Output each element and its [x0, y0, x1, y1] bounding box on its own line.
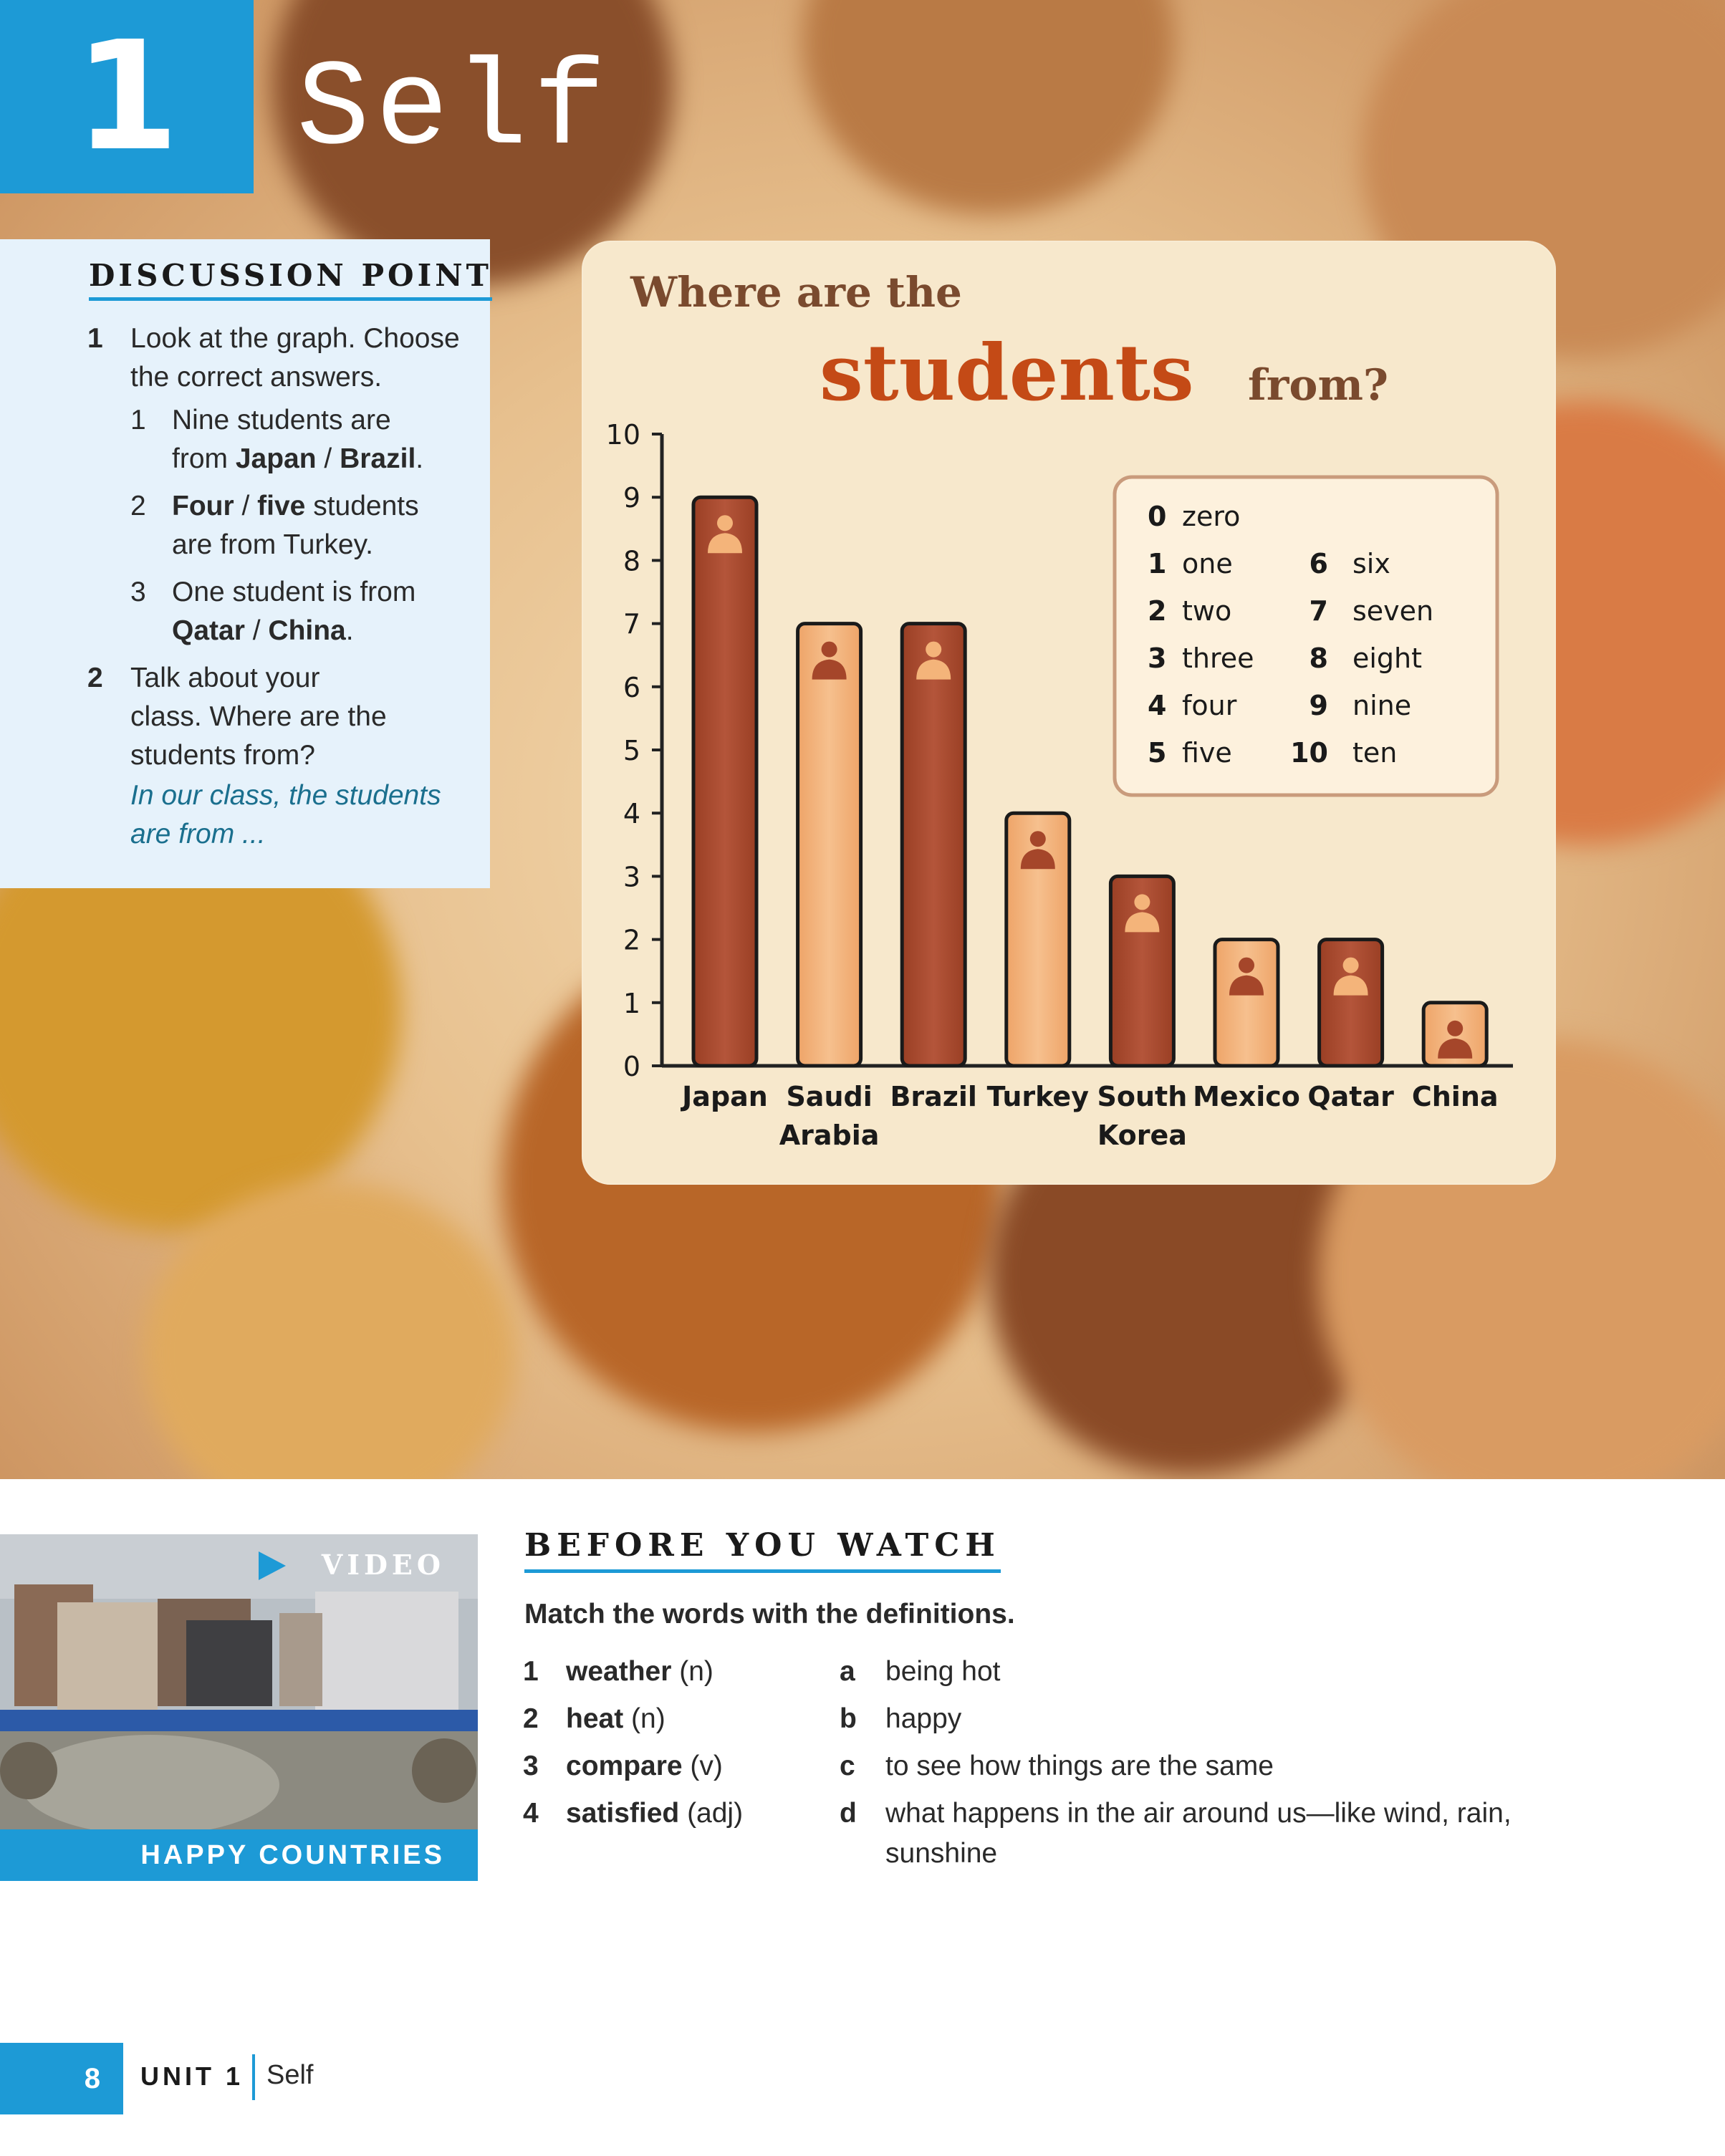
chart-title-main: students	[820, 328, 1194, 418]
student-person-icon	[822, 642, 837, 658]
bar	[693, 497, 756, 1066]
definition-text[interactable]: being hot	[885, 1656, 1001, 1687]
student-person-icon	[926, 642, 941, 658]
x-category-label: Turkey	[986, 1081, 1089, 1112]
definition-letter: b	[840, 1703, 857, 1734]
question-text: the correct answers.	[130, 362, 383, 393]
question-text: Look at the graph. Choose	[130, 323, 460, 354]
y-tick-label: 1	[623, 987, 640, 1019]
footer-divider	[252, 2054, 255, 2100]
word-number: 2	[523, 1703, 539, 1734]
question-number: 1	[87, 323, 103, 354]
x-category-label: Mexico	[1193, 1081, 1300, 1112]
y-tick-label: 8	[623, 545, 640, 577]
x-category-label: Saudi	[786, 1081, 873, 1112]
y-tick-label: 9	[623, 482, 640, 514]
question-number: 2	[87, 663, 103, 693]
example-answer: In our class, the students are from ...	[130, 780, 441, 850]
word-number: 1	[523, 1656, 539, 1687]
bar	[902, 624, 965, 1066]
y-tick-label: 4	[623, 798, 640, 830]
sub-question-text: Qatar / China.	[172, 615, 354, 646]
sub-question-number: 1	[130, 405, 146, 435]
student-person-icon	[1030, 831, 1046, 847]
number-key-digit: 1	[1148, 548, 1167, 579]
definition-letter: c	[840, 1751, 855, 1781]
discussion-heading: DISCUSSION POINT	[89, 258, 492, 301]
definition-letter: d	[840, 1798, 857, 1829]
definition-text[interactable]: what happens in the air around us—like wind, rain,	[885, 1798, 1512, 1829]
sub-question-text: are from Turkey.	[172, 529, 374, 560]
chart-title-line1: Where are the	[630, 268, 962, 317]
footer-unit-label: UNIT 1	[140, 2061, 244, 2091]
number-key-digit: 7	[1309, 595, 1328, 627]
unit-number-box	[0, 0, 254, 193]
chart-title-line2-end: from?	[1248, 360, 1389, 410]
bar-chart-panel	[582, 241, 1556, 1185]
number-key-digit: 6	[1309, 548, 1328, 579]
answer-option[interactable]: China	[268, 615, 346, 646]
number-key-word: one	[1182, 548, 1233, 579]
number-key-word: zero	[1182, 501, 1241, 532]
sub-question-text: Nine students are	[172, 405, 391, 435]
number-key-digit: 2	[1148, 595, 1167, 627]
number-key-digit: 4	[1148, 690, 1167, 721]
video-title: HAPPY COUNTRIES	[140, 1840, 445, 1870]
bar	[798, 624, 861, 1066]
definition-letter: a	[840, 1656, 855, 1687]
number-key-word: nine	[1352, 690, 1412, 721]
video-tag: VIDEO	[321, 1549, 445, 1581]
number-key-word: four	[1182, 690, 1237, 721]
number-key-word: three	[1182, 643, 1254, 674]
page-number: 8	[84, 2063, 100, 2094]
x-category-label: Qatar	[1307, 1081, 1394, 1112]
question-text: class. Where are the	[130, 701, 387, 732]
y-tick-label: 0	[623, 1051, 640, 1082]
answer-option[interactable]: Four	[172, 491, 234, 521]
answer-option[interactable]: Brazil	[340, 443, 416, 474]
number-key-word: ten	[1352, 737, 1398, 769]
y-tick-label: 3	[623, 861, 640, 893]
vocab-word[interactable]: heat (n)	[566, 1703, 666, 1734]
x-category-label: Japan	[682, 1081, 768, 1112]
student-person-icon	[1447, 1021, 1463, 1036]
word-number: 3	[523, 1751, 539, 1781]
vocab-word[interactable]: satisfied (adj)	[566, 1798, 744, 1829]
footer-title: Self	[266, 2060, 314, 2090]
sub-question-text: One student is from	[172, 577, 416, 607]
number-key-digit: 3	[1148, 643, 1167, 674]
student-person-icon	[1134, 894, 1150, 910]
x-category-label: South	[1097, 1081, 1188, 1112]
video-thumbnail[interactable]	[0, 1534, 478, 1881]
question-text: students from?	[130, 740, 315, 771]
y-tick-label: 7	[623, 608, 640, 640]
student-person-icon	[717, 515, 733, 531]
x-category-label: China	[1411, 1081, 1499, 1112]
vocab-word[interactable]: compare (v)	[566, 1751, 723, 1781]
definition-text[interactable]: happy	[885, 1703, 962, 1734]
word-number: 4	[523, 1798, 539, 1829]
discussion-point-panel	[0, 239, 490, 888]
number-key-digit: 9	[1309, 690, 1328, 721]
before-you-watch-heading: BEFORE YOU WATCH	[524, 1527, 1001, 1573]
play-icon[interactable]	[259, 1551, 286, 1580]
number-key-word: five	[1182, 737, 1232, 769]
y-tick-label: 2	[623, 924, 640, 956]
number-key-digit: 0	[1148, 501, 1167, 532]
sub-question-text: Four / five students	[172, 491, 419, 521]
sub-question-text: from Japan / Brazil.	[172, 443, 424, 474]
sub-question-number: 3	[130, 577, 146, 607]
y-tick-label: 6	[623, 671, 640, 703]
number-key-digit: 5	[1148, 737, 1167, 769]
student-person-icon	[1343, 958, 1359, 973]
definition-text[interactable]: to see how things are the same	[885, 1751, 1274, 1781]
sub-question-number: 2	[130, 491, 146, 521]
x-category-label: Korea	[1097, 1120, 1187, 1151]
x-category-label: Brazil	[890, 1081, 977, 1112]
unit-number: 1	[74, 9, 180, 184]
page-number-box	[0, 2043, 123, 2114]
number-key-word: seven	[1352, 595, 1434, 627]
y-tick-label: 5	[623, 735, 640, 766]
question-text: Talk about your	[130, 663, 320, 693]
instruction-text: Match the words with the definitions.	[524, 1599, 1015, 1630]
y-tick-label: 10	[605, 419, 640, 451]
vocab-word[interactable]: weather (n)	[566, 1656, 713, 1687]
unit-title: Self	[297, 42, 612, 180]
answer-option[interactable]: five	[257, 491, 306, 521]
definition-text: sunshine	[885, 1838, 998, 1869]
number-key-digit: 10	[1290, 737, 1328, 769]
answer-option[interactable]: Qatar	[172, 615, 245, 646]
answer-option[interactable]: Japan	[235, 443, 317, 474]
bar-chart	[582, 241, 1556, 1185]
video-title-bar	[0, 1829, 478, 1881]
number-key-word: two	[1182, 595, 1232, 627]
student-person-icon	[1239, 958, 1254, 973]
number-key-word: six	[1352, 548, 1390, 579]
number-key-digit: 8	[1309, 643, 1328, 674]
x-category-label: Arabia	[779, 1120, 880, 1151]
number-key-word: eight	[1352, 643, 1423, 674]
